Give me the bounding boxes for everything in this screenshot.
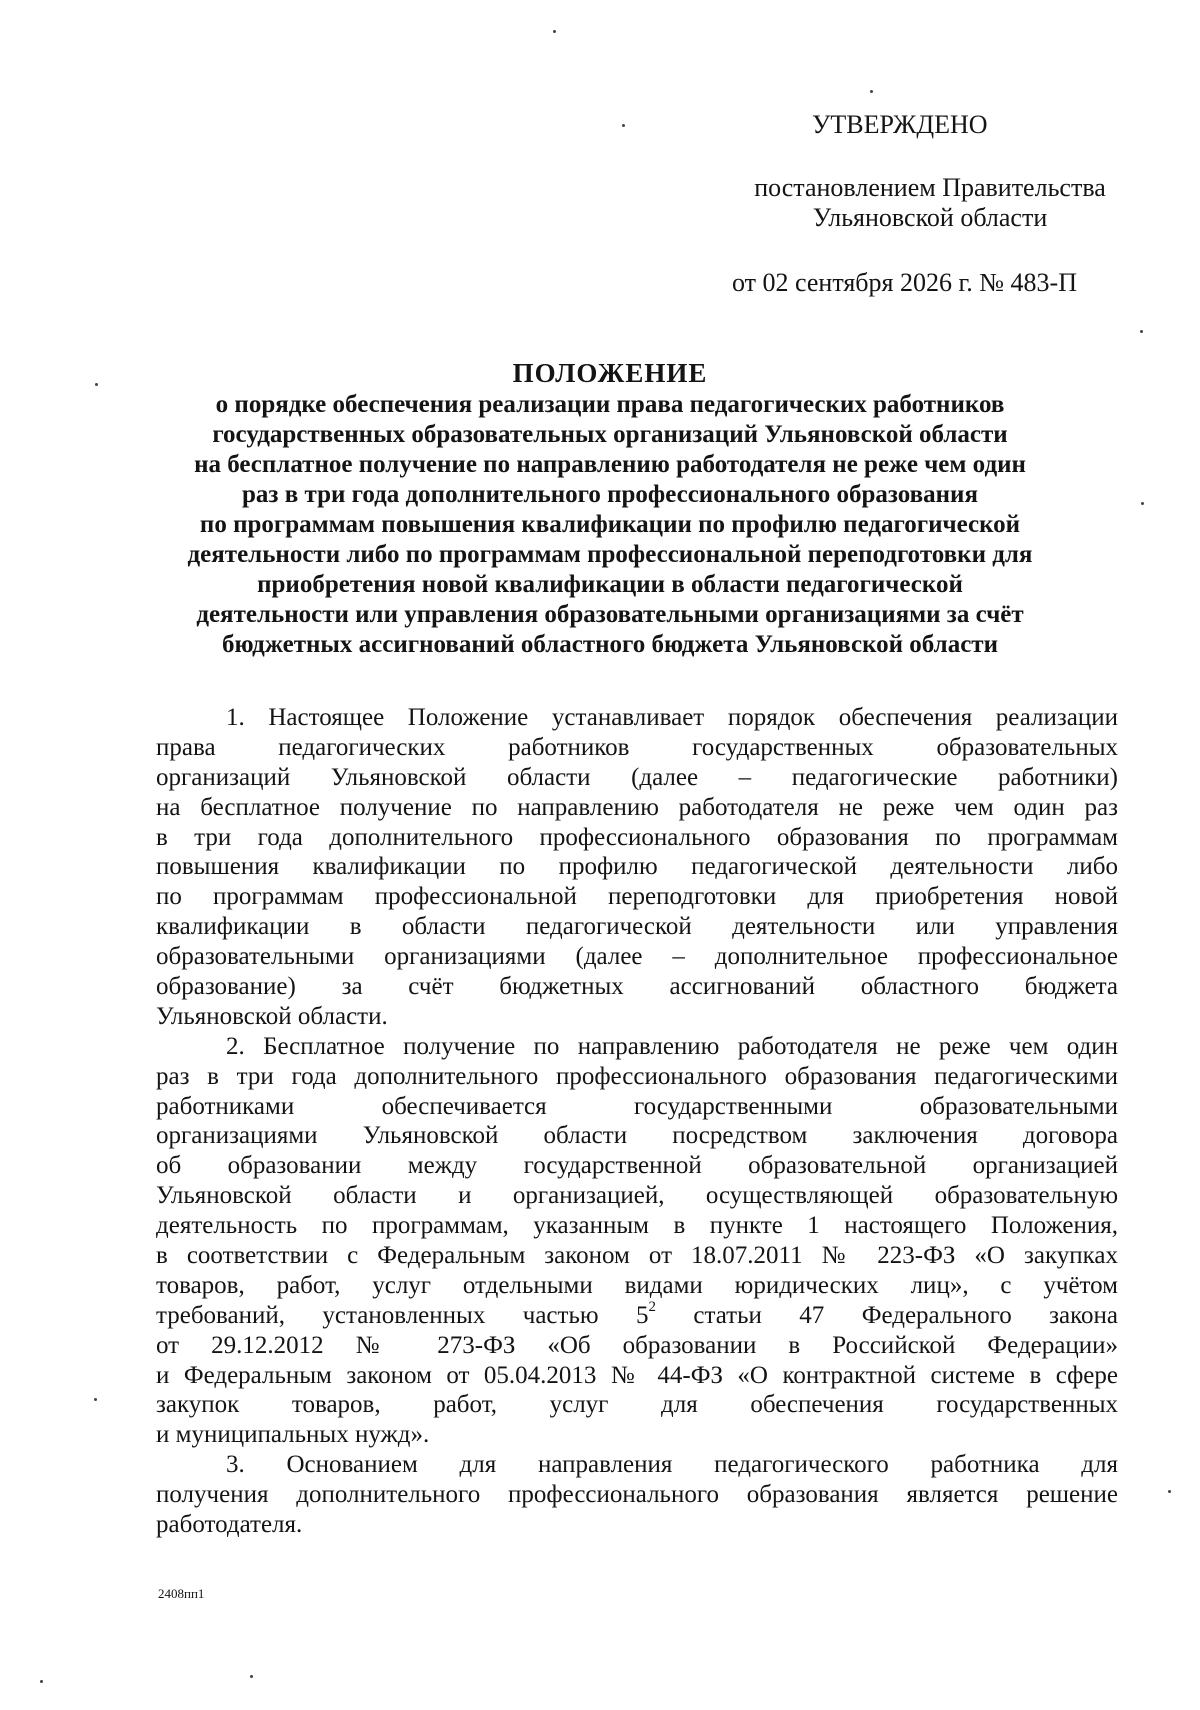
body-line: 3. Основанием для направления педагогического работника для [226,1451,1118,1479]
body-line: на бесплатное получение по направлению работодателя не реже чем один раз [156,793,1118,821]
body-line: организаций Ульяновской области (далее – педагогические работники) [156,763,1118,791]
scan-speck [94,1398,97,1401]
title-line: раз в три года дополнительного профессионального образования [242,481,978,508]
body-line: права педагогических работников государственных образовательных [156,733,1118,761]
title-line: на бесплатное получение по направлению работодателя не реже чем один [194,451,1026,478]
scan-speck [622,124,625,127]
body-line: работодателя. [156,1511,303,1539]
scan-speck [1140,330,1143,333]
body-line-with-superscript [156,1301,1118,1331]
body-line: об образовании между государственной образовательной организацией [156,1152,1118,1180]
approval-by: постановлением Правительства [754,173,1106,202]
body-line: и Федеральным законом от 05.04.2013 № 44-ФЗ «О контрактной системе в сфере [156,1361,1118,1389]
approval-date-number: от 02 сентября 2026 г. № 483-П [732,268,1077,297]
body-line: квалификации в области педагогической деятельности или управления [156,913,1118,941]
approval-authority [725,173,1135,233]
body-line: в три года дополнительного профессионального образования по программам [156,823,1118,851]
document-body [156,703,1118,1540]
body-line: товаров, работ, услуг отдельными видами юридических лиц», с учётом [156,1271,1118,1299]
body-line: организациями Ульяновской области посредством заключения договора [156,1122,1118,1150]
title-line: о порядке обеспечения реализации права педагогических работников [215,391,1005,418]
body-line: в соответствии с Федеральным законом от 18.07.2011 № 223-ФЗ «О закупках [156,1242,1118,1270]
footer-code: 2408пп1 [158,1586,205,1601]
scan-speck [1168,1490,1171,1493]
body-line: образование) за счёт бюджетных ассигнований областного бюджета [156,973,1118,1001]
body-line: работниками обеспечивается государственными образовательными [156,1092,1118,1120]
paragraph-1 [156,703,1118,1032]
scan-speck [40,1680,43,1683]
body-line: получения дополнительного профессионального образования является решение [156,1481,1118,1509]
title-line: деятельности либо по программам профессиональной переподготовки для [187,541,1033,568]
paragraph-2 [156,1032,1118,1450]
approval-region: Ульяновской области [812,203,1048,232]
title-line: по программам повышения квалификации по профилю педагогической [199,511,1021,538]
body-line: раз в три года дополнительного профессионального образования педагогическими [156,1062,1118,1090]
body-line: 1. Настоящее Положение устанавливает порядок обеспечения реализации [226,704,1118,731]
body-line: закупок товаров, работ, услуг для обеспечения государственных [156,1391,1118,1419]
sup-line-before: требований, установленных частью 5 [156,1301,649,1329]
superscript: 2 [648,1299,656,1316]
body-line: 2. Бесплатное получение по направлению работодателя не реже чем один [226,1032,1118,1060]
approval-stamp-title: УТВЕРЖДЕНО [812,110,988,139]
scan-speck [553,30,556,33]
body-line: образовательными организациями (далее – дополнительное профессиональное [156,943,1118,971]
title-line: государственных образовательных организаций Ульяновской области [212,421,1008,448]
body-line: от 29.12.2012 № 273-ФЗ «Об образовании в Российской Федерации» [156,1331,1118,1359]
body-line: Ульяновской области. [156,1002,388,1030]
title-line: бюджетных ассигнований областного бюджета Ульяновской области [222,631,998,658]
body-line: и муниципальных нужд». [156,1421,430,1449]
scan-speck [1141,502,1144,505]
body-line: по программам профессиональной переподготовки для приобретения новой [156,883,1118,911]
scan-speck [870,90,873,93]
sup-line-after: статьи 47 Федерального закона [655,1301,1118,1329]
title-line: приобретения новой квалификации в области педагогической [257,571,963,598]
scan-speck [95,383,98,386]
paragraph-3 [156,1450,1118,1540]
body-line: повышения квалификации по профилю педагогической деятельности либо [156,853,1118,881]
body-line: деятельность по программам, указанным в пункте 1 настоящего Положения, [156,1212,1118,1240]
title-line: деятельности или управления образовательными организациями за счёт [196,601,1024,628]
document-title [140,358,1080,660]
scan-speck [250,1675,253,1678]
title-main: ПОЛОЖЕНИЕ [512,358,708,388]
body-line: Ульяновской области и организацией, осуществляющей образовательную [156,1182,1118,1210]
